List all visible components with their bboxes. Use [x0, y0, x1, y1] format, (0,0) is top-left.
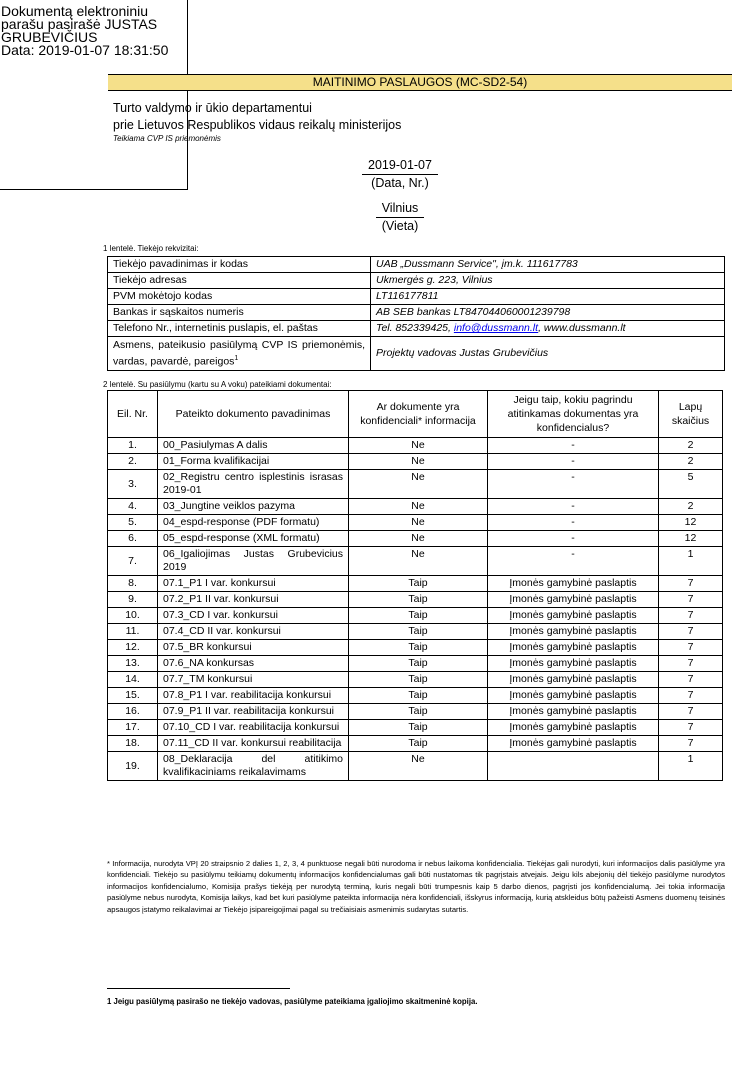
table-cell-label: Bankas ir sąskaitos numeris — [108, 305, 371, 321]
footnote-ref: 1 — [234, 355, 239, 362]
table-cell-value — [371, 321, 725, 337]
table-cell-value: UAB „Dussmann Service", įm.k. 111617783 — [371, 257, 725, 273]
confidential-basis: - — [488, 531, 659, 547]
confidential-flag: Ne — [349, 531, 488, 547]
row-number: 11. — [108, 624, 158, 640]
stamp-line: GRUBEVIČIUS — [1, 29, 98, 45]
table-row — [108, 752, 723, 781]
documents-table-caption: 2 lentelė. Su pasiūlymu (kartu su A voku) pateikiami dokumentai: — [103, 380, 332, 389]
table-cell-value: LT116177811 — [371, 289, 725, 305]
page-count: 7 — [659, 720, 723, 736]
page-count: 7 — [659, 672, 723, 688]
page-count: 7 — [659, 624, 723, 640]
footnote-1: 1 Jeigu pasiūlymą pasirašo ne tiekėjo vadovas, pasiūlyme pateikiama įgaliojimo skaitmeninė kopija. — [107, 997, 478, 1006]
confidential-basis: Įmonės gamybinė paslaptis — [488, 688, 659, 704]
page-count: 7 — [659, 704, 723, 720]
confidential-basis: - — [488, 547, 659, 576]
page-count: 2 — [659, 454, 723, 470]
confidential-basis — [488, 752, 659, 781]
row-number: 12. — [108, 640, 158, 656]
confidential-flag: Taip — [349, 576, 488, 592]
column-header: Eil. Nr. — [108, 391, 158, 438]
confidential-basis: Įmonės gamybinė paslaptis — [488, 592, 659, 608]
table-cell-label: Tiekėjo pavadinimas ir kodas — [108, 257, 371, 273]
date-value: 2019-01-07 — [362, 157, 438, 175]
confidential-basis: - — [488, 515, 659, 531]
table-cell-label — [108, 337, 371, 371]
document-name: 05_espd-response (XML formatu) — [158, 531, 349, 547]
document-name: 07.7_TM konkursui — [158, 672, 349, 688]
confidential-flag: Ne — [349, 752, 488, 781]
table-row — [108, 289, 725, 305]
document-name: 02_Registru centro isplestinis israsas 2019-01 — [158, 470, 349, 499]
place-label: (Vieta) — [381, 219, 419, 233]
confidential-basis: - — [488, 499, 659, 515]
stamp-line: Dokumentą elektroniniu — [1, 3, 149, 19]
table-row — [108, 454, 723, 470]
confidential-flag: Ne — [349, 454, 488, 470]
column-header: Pateikto dokumento pavadinimas — [158, 391, 349, 438]
submission-note: Teikiama CVP IS priemonėmis — [113, 134, 221, 143]
page-count: 12 — [659, 515, 723, 531]
document-name: 00_Pasiulymas A dalis — [158, 438, 349, 454]
footnote-divider — [107, 988, 290, 989]
stamp-line: parašu pasirašė JUSTAS — [1, 16, 158, 32]
row-number: 17. — [108, 720, 158, 736]
confidential-flag: Ne — [349, 515, 488, 531]
confidential-basis: - — [488, 470, 659, 499]
confidential-basis: - — [488, 454, 659, 470]
recipient-line-1: Turto valdymo ir ūkio departamentui — [113, 101, 312, 115]
confidential-flag: Taip — [349, 720, 488, 736]
confidential-flag: Taip — [349, 736, 488, 752]
page-count: 1 — [659, 752, 723, 781]
document-name: 07.1_P1 I var. konkursui — [158, 576, 349, 592]
table-row — [108, 624, 723, 640]
table-row — [108, 608, 723, 624]
place-block — [345, 200, 455, 235]
confidential-basis: Įmonės gamybinė paslaptis — [488, 576, 659, 592]
page-count: 5 — [659, 470, 723, 499]
table-row — [108, 515, 723, 531]
page-count: 7 — [659, 688, 723, 704]
confidentiality-footnote: * Informacija, nurodyta VPĮ 20 straipsnio 2 dalies 1, 2, 3, 4 punktuose negali būti nurodoma ir nebus laikoma konfidencialia. Tiekėjas gali nurodyti, kuri informacijos dalis pasiūlyme yra konfidenciali. Tiekėjo su pasiūlymu teikiamų dokumentų informacijos konfidencialumas gali būti nustatomas tik pagrįstais atvejais. Jeigu kils abejonių dėl tiekėjo pasiūlyme nurodytos informacijos konfidencialumo, Komisija prašys tiekėją per nurodytą terminą, kuris negali būti trumpesnis kaip 5 darbo dienos, pagrįsti jos konfidencialumą. Jei tokia informacija pasiūlyme nebus nurodyta, Komisija laikys, kad bet kuri pasiūlyme pateikta informacija nėra konfidenciali, išskyrus informaciją, kurią atskleidus būtų pažeisti Asmens duomenų teisinės apsaugos įstatymo reikalavimai ar Tiekėjo įsipareigojimai pagal su trečiaisiais asmenimis sudarytas sutartis. — [107, 859, 725, 914]
page-count: 7 — [659, 640, 723, 656]
row-number: 16. — [108, 704, 158, 720]
confidential-basis: Įmonės gamybinė paslaptis — [488, 704, 659, 720]
document-name: 07.10_CD I var. reabilitacija konkursui — [158, 720, 349, 736]
table-cell-label: Tiekėjo adresas — [108, 273, 371, 289]
document-name: 03_Jungtine veiklos pazyma — [158, 499, 349, 515]
confidential-basis: - — [488, 438, 659, 454]
page-count: 2 — [659, 438, 723, 454]
stamp-date: Data: 2019-01-07 18:31:50 — [1, 42, 169, 58]
confidential-flag: Taip — [349, 592, 488, 608]
document-name: 07.4_CD II var. konkursui — [158, 624, 349, 640]
confidential-basis: Įmonės gamybinė paslaptis — [488, 720, 659, 736]
recipient-line-2: prie Lietuvos Respublikos vidaus reikalų ministerijos — [113, 118, 402, 132]
row-number: 5. — [108, 515, 158, 531]
table-cell-value: AB SEB bankas LT847044060001239798 — [371, 305, 725, 321]
contact-phone: Tel. 852339425, — [376, 322, 454, 334]
page-count: 7 — [659, 608, 723, 624]
page-count: 2 — [659, 499, 723, 515]
table-header-row — [108, 391, 723, 438]
document-title: MAITINIMO PASLAUGOS (MC-SD2-54) — [108, 74, 732, 91]
row-number: 18. — [108, 736, 158, 752]
table-row — [108, 273, 725, 289]
supplier-table — [107, 256, 725, 371]
signer-label: Asmens, pateikusio pasiūlymą CVP IS priemonėmis, vardas, pavardė, pareigos — [113, 339, 365, 368]
documents-table — [107, 390, 723, 781]
table-row — [108, 547, 723, 576]
row-number: 4. — [108, 499, 158, 515]
confidential-flag: Ne — [349, 499, 488, 515]
document-name: 07.9_P1 II var. reabilitacija konkursui — [158, 704, 349, 720]
page-count: 1 — [659, 547, 723, 576]
confidential-flag: Taip — [349, 656, 488, 672]
document-name: 08_Deklaracija del atitikimo kvalifikaciniams reikalavimams — [158, 752, 349, 781]
page-count: 7 — [659, 592, 723, 608]
document-name: 06_Igaliojimas Justas Grubevicius 2019 — [158, 547, 349, 576]
row-number: 3. — [108, 470, 158, 499]
document-name: 01_Forma kvalifikacijai — [158, 454, 349, 470]
date-block — [345, 157, 455, 192]
table-cell-label: Telefono Nr., internetinis puslapis, el. paštas — [108, 321, 371, 337]
email-link[interactable]: info@dussmann.lt — [453, 322, 539, 334]
confidential-basis: Įmonės gamybinė paslaptis — [488, 608, 659, 624]
date-label: (Data, Nr.) — [371, 176, 429, 190]
row-number: 1. — [108, 438, 158, 454]
contact-web: , www.dussmann.lt — [538, 322, 626, 334]
page-count: 7 — [659, 576, 723, 592]
document-name: 07.6_NA konkursas — [158, 656, 349, 672]
table-row — [108, 499, 723, 515]
column-header: Ar dokumente yra konfidenciali* informacija — [349, 391, 488, 438]
place-value: Vilnius — [376, 200, 425, 218]
table-row — [108, 736, 723, 752]
table-cell-value: Projektų vadovas Justas Grubevičius — [371, 337, 725, 371]
row-number: 19. — [108, 752, 158, 781]
table-row — [108, 592, 723, 608]
row-number: 14. — [108, 672, 158, 688]
table-cell-label: PVM mokėtojo kodas — [108, 289, 371, 305]
page-count: 7 — [659, 656, 723, 672]
page-count: 12 — [659, 531, 723, 547]
table-row — [108, 438, 723, 454]
row-number: 9. — [108, 592, 158, 608]
confidential-basis: Įmonės gamybinė paslaptis — [488, 656, 659, 672]
table-row — [108, 470, 723, 499]
confidential-flag: Ne — [349, 438, 488, 454]
confidential-flag: Taip — [349, 640, 488, 656]
document-name: 07.3_CD I var. konkursui — [158, 608, 349, 624]
row-number: 13. — [108, 656, 158, 672]
page-count: 7 — [659, 736, 723, 752]
table-row — [108, 321, 725, 337]
row-number: 10. — [108, 608, 158, 624]
confidential-flag: Taip — [349, 608, 488, 624]
confidential-basis: Įmonės gamybinė paslaptis — [488, 640, 659, 656]
document-name: 07.5_BR konkursui — [158, 640, 349, 656]
table-row — [108, 688, 723, 704]
table-row — [108, 305, 725, 321]
document-name: 07.2_P1 II var. konkursui — [158, 592, 349, 608]
table-row — [108, 531, 723, 547]
confidential-basis: Įmonės gamybinė paslaptis — [488, 624, 659, 640]
table-row — [108, 640, 723, 656]
supplier-table-caption: 1 lentelė. Tiekėjo rekvizitai: — [103, 244, 199, 253]
row-number: 15. — [108, 688, 158, 704]
signature-stamp — [0, 0, 188, 190]
column-header: Lapų skaičius — [659, 391, 723, 438]
confidential-flag: Ne — [349, 470, 488, 499]
column-header: Jeigu taip, kokiu pagrindu atitinkamas dokumentas yra konfidencialus? — [488, 391, 659, 438]
recipient-block — [113, 100, 401, 144]
confidential-flag: Taip — [349, 672, 488, 688]
table-row — [108, 576, 723, 592]
confidential-flag: Taip — [349, 704, 488, 720]
confidential-basis: Įmonės gamybinė paslaptis — [488, 736, 659, 752]
document-name: 07.8_P1 I var. reabilitacija konkursui — [158, 688, 349, 704]
table-row — [108, 720, 723, 736]
confidential-flag: Taip — [349, 624, 488, 640]
confidential-flag: Ne — [349, 547, 488, 576]
table-cell-value: Ukmergės g. 223, Vilnius — [371, 273, 725, 289]
document-name: 07.11_CD II var. konkursui reabilitacija — [158, 736, 349, 752]
table-row — [108, 337, 725, 371]
row-number: 2. — [108, 454, 158, 470]
confidential-basis: Įmonės gamybinė paslaptis — [488, 672, 659, 688]
table-row — [108, 656, 723, 672]
row-number: 7. — [108, 547, 158, 576]
document-name: 04_espd-response (PDF formatu) — [158, 515, 349, 531]
table-row — [108, 672, 723, 688]
row-number: 8. — [108, 576, 158, 592]
table-row — [108, 257, 725, 273]
table-row — [108, 704, 723, 720]
row-number: 6. — [108, 531, 158, 547]
confidential-flag: Taip — [349, 688, 488, 704]
